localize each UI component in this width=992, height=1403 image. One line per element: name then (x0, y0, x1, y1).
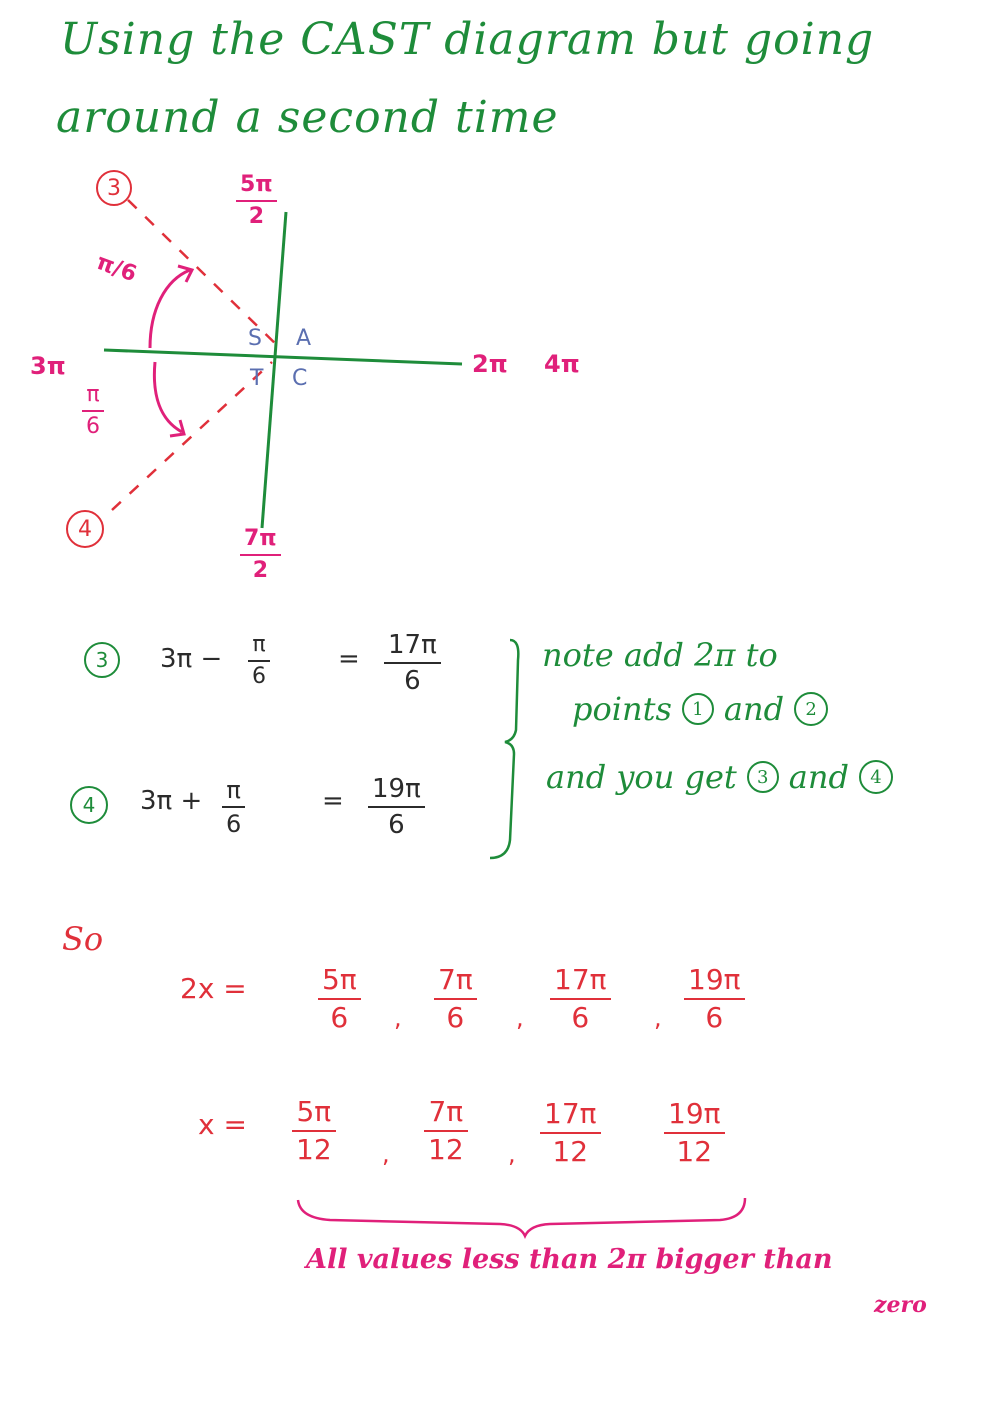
note-and-text-1: and (723, 690, 785, 728)
remark-line-1: All values less than 2π bigger than (306, 1244, 833, 1275)
eq3-equals: = (338, 644, 360, 674)
row2-frac-2-den: 12 (428, 1133, 464, 1166)
note-marker-2-label: 2 (805, 698, 817, 720)
row1-frac-3-num: 17π (554, 963, 607, 996)
row1-frac-4-bar (684, 998, 745, 1000)
eq4-frac-den: 6 (226, 810, 242, 838)
note-line-3 (546, 758, 893, 796)
eq3-fraction (248, 634, 270, 688)
note-marker-4-label: 4 (870, 766, 882, 788)
row2-frac-1-den: 12 (296, 1133, 332, 1166)
angle-arc-lower (154, 362, 182, 432)
vertical-axis (262, 212, 286, 528)
quadrant-c: C (292, 366, 308, 391)
row2-frac-3-num: 17π (544, 1097, 597, 1130)
angle-label-upper: π/6 (92, 249, 140, 288)
row1-frac-3 (550, 963, 611, 1034)
row1-frac-2-den: 6 (446, 1001, 465, 1034)
row1-frac-1-bar (318, 998, 361, 1000)
label-5pi-num: 5π (240, 172, 273, 197)
row2-frac-2 (424, 1095, 468, 1166)
row2-frac-1 (292, 1095, 336, 1166)
row1-frac-4 (684, 963, 745, 1034)
remark-line-2: zero (874, 1292, 927, 1318)
note-line-2 (572, 690, 828, 728)
eq4-marker (70, 786, 108, 824)
row2-sep-1: , (382, 1140, 390, 1168)
eq4-fraction (222, 778, 245, 836)
row2-frac-2-bar (424, 1130, 468, 1132)
row2-frac-3-bar (540, 1132, 601, 1134)
eq4-result-bar (368, 806, 425, 808)
row1-frac-4-den: 6 (705, 1001, 724, 1034)
label-2pi: 2π (472, 350, 508, 378)
note-marker-2 (794, 692, 828, 726)
angle-arc-upper (150, 270, 190, 348)
label-5pi-bar (236, 200, 277, 202)
eq3-result (384, 632, 441, 694)
ray-4-dashed (112, 362, 272, 510)
note-marker-1 (682, 693, 714, 725)
row1-frac-1 (318, 963, 361, 1034)
title-line-1: Using the CAST diagram but going (60, 14, 875, 65)
label-7pi-bar (240, 554, 281, 556)
row2-frac-4-num: 19π (668, 1097, 721, 1130)
note-marker-1-label: 1 (692, 698, 704, 720)
eq3-marker (84, 642, 120, 678)
row2-frac-4-bar (664, 1132, 725, 1134)
note-line-1: note add 2π to (542, 636, 778, 674)
note-you-get-text: and you get (546, 758, 737, 796)
eq3-result-num: 17π (388, 630, 437, 660)
eq4-marker-label: 4 (82, 793, 96, 817)
row1-frac-3-bar (550, 998, 611, 1000)
eq4-result-num: 19π (372, 774, 421, 804)
label-5pi-over-2 (236, 174, 277, 228)
quadrant-s: S (248, 326, 262, 351)
row1-frac-1-num: 5π (322, 963, 357, 996)
eq3-result-bar (384, 662, 441, 664)
eq3-marker-label: 3 (95, 648, 109, 672)
row2-sep-2: , (508, 1140, 516, 1168)
row1-frac-1-den: 6 (330, 1001, 349, 1034)
row1-frac-3-den: 6 (571, 1001, 590, 1034)
title-line-2: around a second time (56, 92, 559, 143)
note-and-text-2: and (788, 758, 849, 796)
label-5pi-den: 2 (248, 204, 265, 229)
eq3-frac-num: π (252, 632, 266, 657)
angle-lower-bar (82, 410, 104, 412)
marker-3-label: 3 (107, 175, 121, 201)
label-3pi: 3π (30, 352, 66, 380)
angle-lower-num: π (86, 382, 100, 407)
label-4pi: 4π (544, 350, 580, 378)
eq4-lhs: 3π + (140, 786, 203, 816)
row1-lhs: 2x = (180, 972, 247, 1005)
note-marker-4 (859, 760, 893, 794)
row2-lhs: x = (198, 1108, 247, 1141)
row1-frac-2 (434, 963, 477, 1034)
row1-sep-2: , (516, 1004, 524, 1032)
row2-frac-4 (664, 1097, 725, 1168)
row2-frac-1-bar (292, 1130, 336, 1132)
eq4-result-den: 6 (388, 810, 405, 840)
angle-label-lower (82, 384, 104, 438)
quadrant-t: T (250, 366, 264, 391)
label-7pi-den: 2 (252, 558, 269, 583)
note-points-text: points (572, 690, 672, 728)
eq3-frac-den: 6 (252, 664, 266, 689)
angle-lower-den: 6 (86, 414, 100, 439)
so-label: So (62, 920, 104, 958)
row2-frac-1-num: 5π (296, 1095, 332, 1128)
eq4-frac-bar (222, 806, 245, 808)
quadrant-a: A (296, 326, 312, 351)
working-brace (490, 640, 518, 858)
eq3-result-den: 6 (404, 666, 421, 696)
eq3-frac-bar (248, 660, 270, 662)
row1-frac-2-num: 7π (438, 963, 473, 996)
marker-3 (96, 170, 132, 206)
eq4-result (368, 776, 425, 838)
marker-4-label: 4 (78, 516, 92, 542)
row1-sep-3: , (654, 1004, 662, 1032)
row1-sep-1: , (394, 1004, 402, 1032)
horizontal-axis (104, 350, 462, 364)
note-marker-3 (747, 761, 779, 793)
row2-frac-3-den: 12 (552, 1135, 589, 1168)
row1-frac-4-num: 19π (688, 963, 741, 996)
row2-frac-2-num: 7π (428, 1095, 464, 1128)
marker-4 (66, 510, 104, 548)
eq4-frac-num: π (226, 776, 241, 804)
label-7pi-over-2 (240, 528, 281, 582)
eq3-lhs: 3π − (160, 644, 223, 674)
row1-frac-2-bar (434, 998, 477, 1000)
eq4-equals: = (322, 786, 344, 816)
solution-underbrace (298, 1198, 745, 1236)
row2-frac-4-den: 12 (676, 1135, 713, 1168)
row2-frac-3 (540, 1097, 601, 1168)
label-7pi-num: 7π (244, 526, 277, 551)
note-marker-3-label: 3 (757, 766, 769, 788)
